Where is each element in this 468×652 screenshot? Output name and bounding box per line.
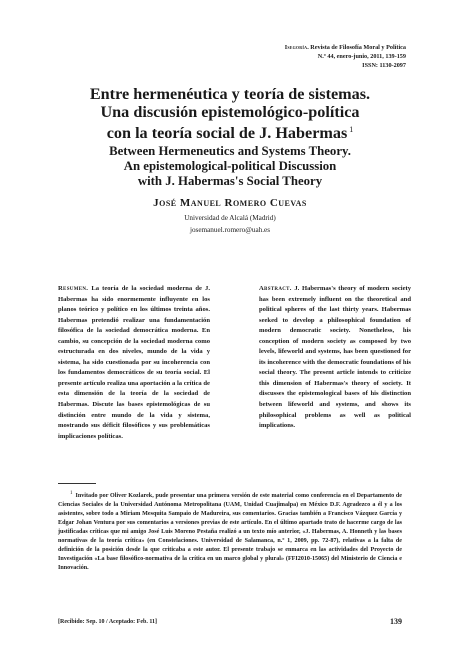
received-accepted-dates: [Recibido: Sep. 10 / Aceptado: Feb. 11] [58, 619, 157, 625]
title-en-line: An epistemological-political Discussion [123, 159, 337, 174]
journal-title-line [216, 43, 406, 52]
footnote-divider [58, 483, 96, 484]
title-es-line [58, 121, 402, 143]
title-es-line: Una discusión epistemológico-política [100, 102, 360, 121]
footnote-text: Invitado por Oliver Kozlarek, pude presentar una primera versión de este material como conferencia en el Departamento de Ciencias Sociales de la Universidad Autónoma Metropolitana (UAM, Unidad Cuajimalpa) en México D.F. Agradezco a él y a los asistentes, sobre todo a Miriam Mesquita Sampaio de Madureira, sus comentarios. Gracias también a Francisco Vázquez García y Edgar Johan Ventura por sus comentarios a versiones previas de este artículo. En el último apartado trato de hacerme cargo de las justificadas críticas que mi amigo José Luis Moreno Pestaña realizó a un texto mío anterior, «J. Habermas, A. Honneth y las bases normativas de la teoría crítica» (en Constelaciones. Universidad de Salamanca, n.º 1, 2009, pp. 72-87), relativas a la falta de definición de la posición desde la que criticaba a este autor. El presente trabajo se enmarca en las actividades del Proyecto de Investigación «La base filosófico-normativa de la crítica en un marco global y plural» (FFI2010-15065) del Ministerio de Ciencia e Innovación. [58, 493, 402, 572]
abstract-spanish [58, 284, 210, 442]
author-email[interactable]: josemanuel.romero@uah.es [189, 225, 271, 234]
title-en-line: with J. Habermas's Social Theory [137, 174, 323, 189]
journal-issue: N.º 44, enero-junio, 2011, 139-159 [317, 53, 406, 61]
title-en-line: Between Hermeneutics and Systems Theory. [109, 144, 351, 158]
title-es-line-text: con la teoría social de J. Habermas [106, 124, 348, 143]
footnote-mark: 1 [349, 125, 354, 135]
page-number: 139 [390, 617, 402, 626]
abstract-en-label: Abstract. [259, 285, 292, 292]
footnote [58, 489, 402, 573]
abstract-es-label: Resumen. [58, 285, 89, 292]
journal-issn: ISSN: 1130-2097 [362, 62, 406, 70]
journal-header [216, 43, 406, 71]
journal-name: Isegoría [284, 44, 308, 51]
abstract-es-text: La teoría de la sociedad moderna de J. Habermas ha sido enormemente influyente en los planos teórico y político en los últimos treinta años. Habermas pretendió realizar una fundamentación filosófica de la sociedad democrática moderna. En cambio, su concepción de la sociedad moderna como estructurada en dos niveles, mundo de la vida y sistema, ha sido cuestionada por su incoherencia con los fundamentos democráticos de su teoría social. El presente artículo realiza una aportación a la crítica de esta dimensión de la teoría de la sociedad de Habermas. Discute las bases epistemológicas de su distinción entre mundo de la vida y sistema, mostrando sus déficit filosóficos y sus problemáticas implicaciones políticas. [58, 285, 210, 440]
title-es-line: Entre hermenéutica y teoría de sistemas. [89, 85, 371, 103]
footnote-number: 1 [70, 491, 73, 496]
author-affiliation [58, 213, 402, 236]
journal-subtitle: . Revista de Filosofía Moral y Política [307, 44, 406, 51]
abstract-en-text: J. Habermas's theory of modern society has been extremely influent on the theoretical and political spheres of the last thirty years. Habermas seeked to develop a philosophical foundation of modern democratic society. Nonetheless, his conception of modern society as composed by two levels, lifeworld and systems, has been questioned for its incoherence with the democratic foundations of his social theory. The present article intends to criticize this dimension of Habermas's theory of society. It discusses the epistemological bases of his distinction between lifeworld and systems, and shows its philosophical problems as well as political implications. [259, 285, 411, 430]
abstract-english [259, 284, 411, 432]
university: Universidad de Alcalá (Madrid) [184, 214, 276, 222]
title-spanish [58, 86, 402, 143]
title-english [58, 144, 402, 190]
author-name: José Manuel Romero Cuevas [153, 197, 307, 209]
